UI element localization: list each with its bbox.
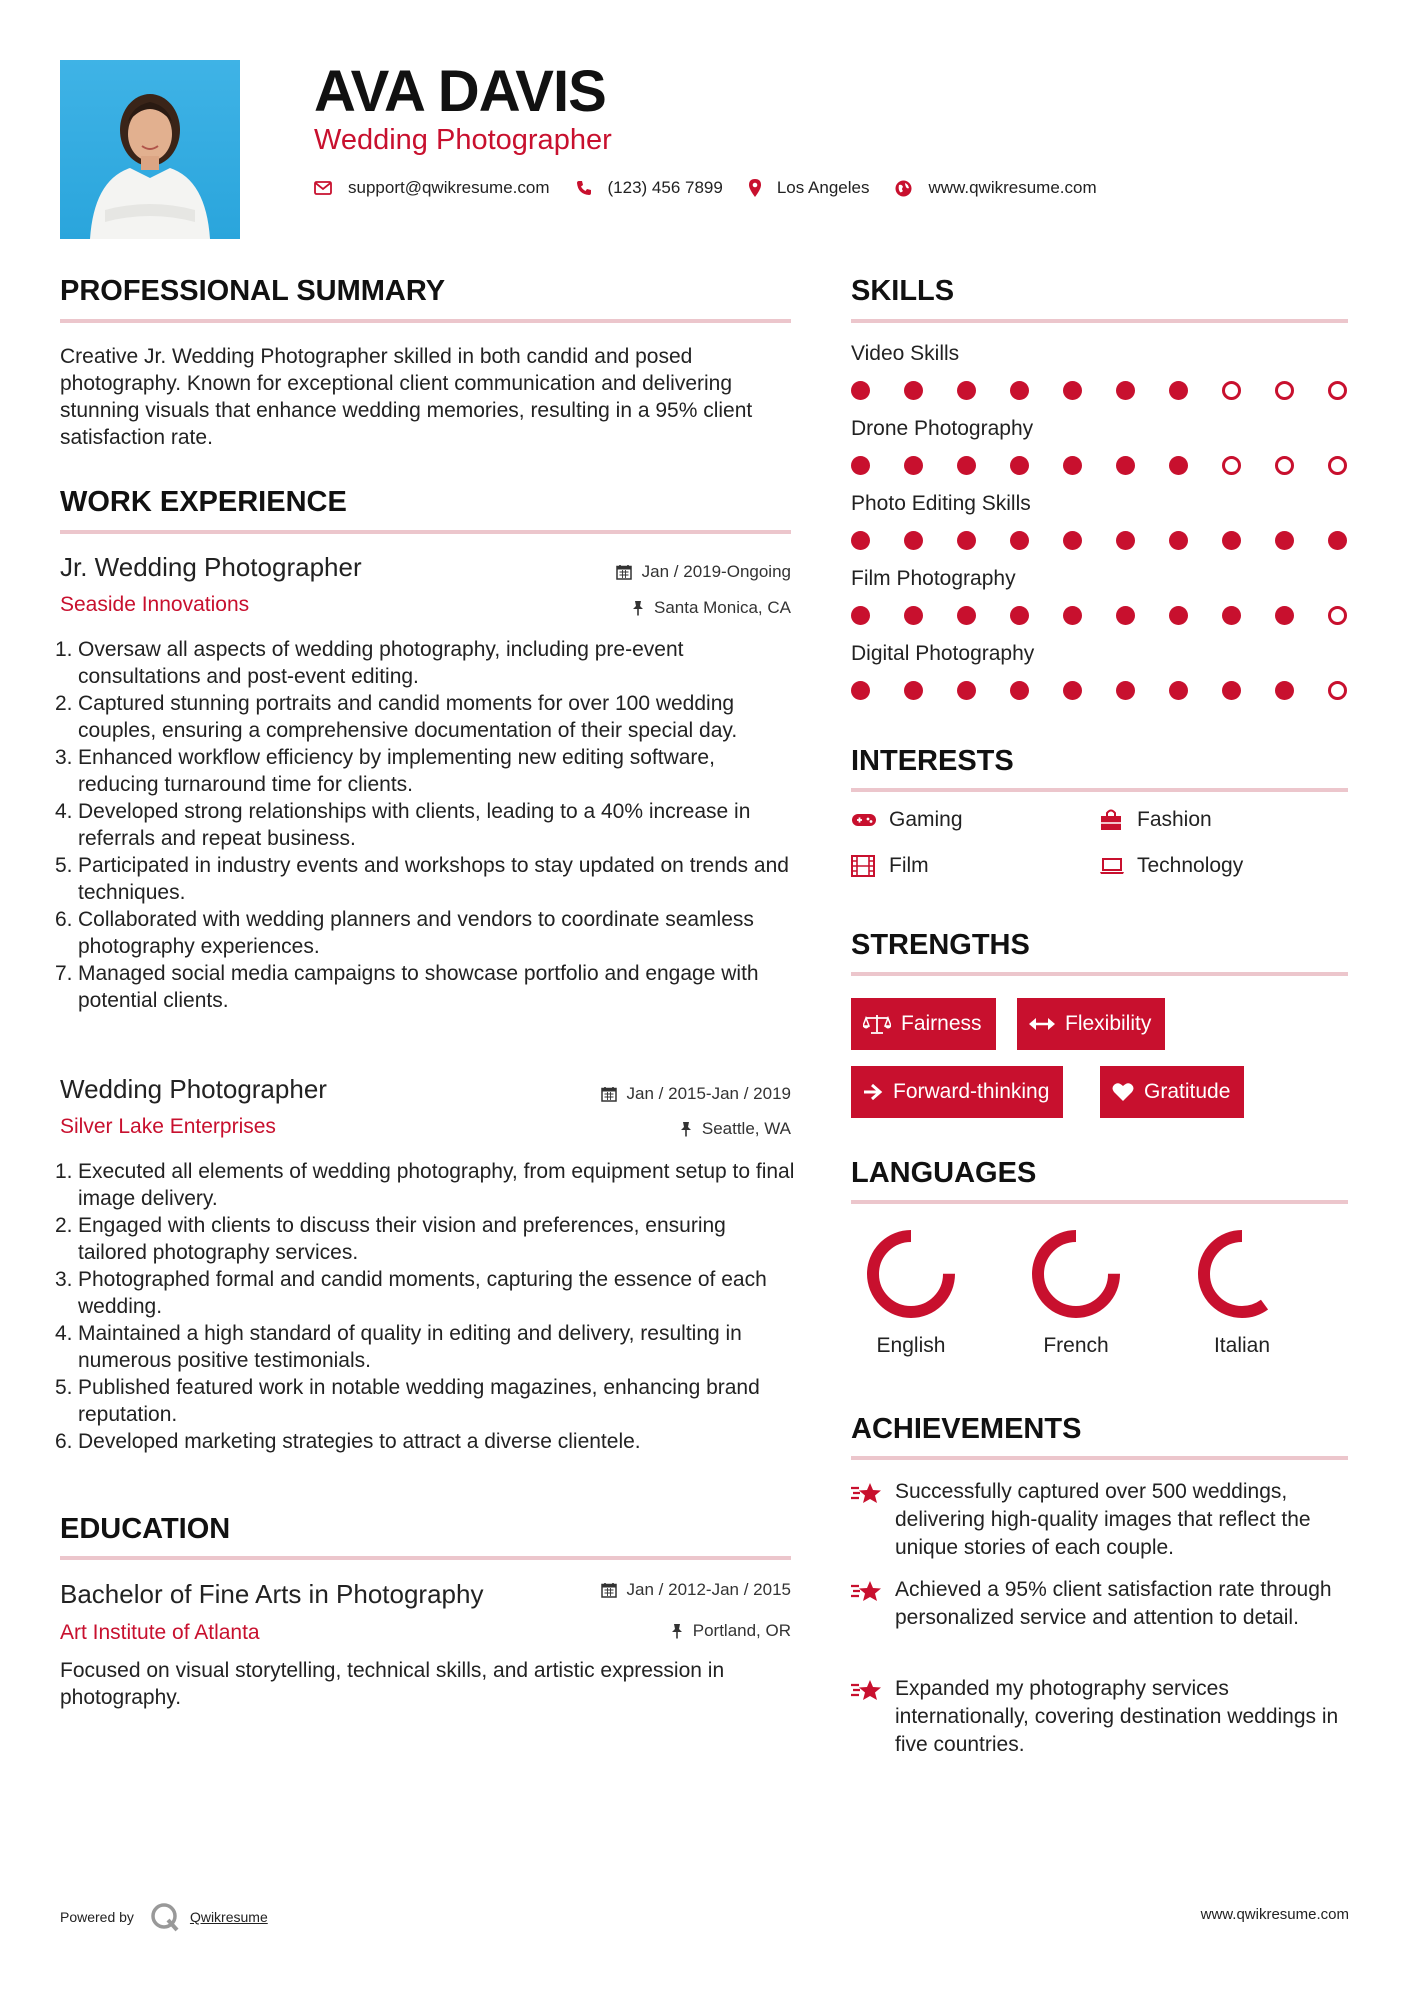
rating-dot-filled [1328,531,1347,550]
rating-dot-filled [1169,531,1188,550]
interests-heading: INTERESTS [851,745,1014,777]
arrows-horizontal-icon [1029,1017,1055,1031]
strength-label: Forward-thinking [893,1080,1050,1103]
contact-phone-text: (123) 456 7899 [607,178,723,197]
achievement-item [851,1675,1351,1759]
profile-photo [60,60,240,239]
skill-label: Photo Editing Skills [851,492,1031,515]
language-item [851,1224,971,1358]
education-description: Focused on visual storytelling, technical skills, and artistic expression in photography. [60,1659,725,1709]
rating-dot-filled [1169,456,1188,475]
rating-dot-filled [904,381,923,400]
rating-dot-filled [957,456,976,475]
pushpin-icon [632,600,644,616]
pushpin-icon [671,1623,683,1639]
skill-rating [851,681,1351,701]
skill-label: Video Skills [851,342,960,365]
rating-dot-filled [1169,606,1188,625]
rating-dot-filled [1116,606,1135,625]
rating-dot-filled [1116,681,1135,700]
job-company: Silver Lake Enterprises [60,1115,276,1138]
achievement-text: Expanded my photography services internationally, covering destination weddings in five countries. [895,1677,1339,1756]
achievements-heading: ACHIEVEMENTS [851,1413,1082,1445]
achievement-text: Successfully captured over 500 weddings, delivering high-quality images that reflect the unique stories of each couple. [895,1480,1311,1559]
powered-by-text: Powered by [60,1909,134,1925]
interest-label: Technology [1137,854,1244,877]
envelope-icon [314,181,332,195]
rating-dot-filled [957,681,976,700]
rating-dot-filled [1169,681,1188,700]
achievement-text: Achieved a 95% client satisfaction rate through personalized service and attention to detail. [895,1578,1332,1629]
job-location [680,1119,791,1139]
arrow-right-icon [863,1083,883,1101]
contact-website-text: www.qwikresume.com [928,178,1097,197]
degree-title: Bachelor of Fine Arts in Photography [60,1579,484,1609]
rating-dot-filled [1063,681,1082,700]
bullet-item: 2. Captured stunning portraits and candid moments for over 100 wedding couples, ensuring a comprehensive documentation of their special day. [55,692,738,742]
achievement-item [851,1478,1351,1562]
interest-film [851,854,929,878]
interest-fashion [1099,808,1212,832]
contact-email[interactable] [314,178,550,198]
candidate-name: AVA DAVIS [314,59,606,124]
strength-chip-forward-thinking [851,1066,1063,1118]
rating-dot-filled [1010,681,1029,700]
rating-dot-filled [1275,681,1294,700]
bullet-item: 1. Oversaw all aspects of wedding photography, including pre-event consultations and post-event editing. [55,638,684,688]
proficiency-ring [1192,1224,1292,1324]
rating-dot-filled [1116,531,1135,550]
strength-chip-gratitude [1100,1066,1244,1118]
rating-dot-filled [851,681,870,700]
interest-label: Fashion [1137,808,1212,831]
language-item [1182,1224,1302,1358]
rating-dot-filled [1063,531,1082,550]
skills-heading: SKILLS [851,275,955,307]
calendar-icon [601,1582,617,1598]
calendar-icon [616,564,632,580]
rating-dot-filled [1169,381,1188,400]
footer-website[interactable]: www.qwikresume.com [1200,1906,1349,1923]
strength-label: Flexibility [1065,1012,1152,1035]
education-dates [601,1580,791,1600]
language-item [1016,1224,1136,1358]
footer-brand-link[interactable]: Qwikresume [189,1909,268,1925]
contact-email-text: support@qwikresume.com [348,178,550,197]
summary-text: Creative Jr. Wedding Photographer skilled in both candid and posed photography. Known for exceptional client communication and delivering stunning visuals that enhance wedding memories, resulting in a 95% client satisfaction rate. [60,345,753,449]
rating-dot-filled [1222,531,1241,550]
rating-dot-filled [851,606,870,625]
bullet-item: 1. Executed all elements of wedding photography, from equipment setup to final image delivery. [55,1160,795,1210]
bullet-item: 4. Maintained a high standard of quality in editing and delivery, resulting in numerous positive testimonials. [55,1322,742,1372]
skill-label: Drone Photography [851,417,1034,440]
phone-icon [576,180,592,196]
rating-dot-filled [1010,381,1029,400]
language-name: English [876,1334,946,1357]
candidate-role: Wedding Photographer [314,124,612,156]
bullet-item: 3. Enhanced workflow efficiency by implementing new editing software, reducing turnaround time for clients. [55,746,715,796]
rating-dot-filled [1010,456,1029,475]
rating-dot-filled [851,531,870,550]
school-name: Art Institute of Atlanta [60,1621,260,1644]
contact-phone[interactable] [576,178,723,198]
proficiency-ring [861,1224,961,1324]
rating-dot-filled [1116,456,1135,475]
strength-chip-flexibility [1017,998,1165,1050]
education-divider [60,1556,791,1560]
contact-location-text: Los Angeles [776,178,870,197]
proficiency-arc [873,1236,949,1312]
contact-website[interactable] [895,178,1096,198]
language-name: French [1043,1334,1109,1357]
proficiency-ring [1026,1224,1126,1324]
skill-rating [851,531,1351,551]
rating-dot-filled [1010,606,1029,625]
job-location-text: Seattle, WA [701,1119,791,1138]
rating-dot-filled [1222,681,1241,700]
rating-dot-filled [851,456,870,475]
job-location [632,598,791,618]
contact-location [749,178,870,198]
rating-dot-filled [1275,531,1294,550]
rating-dot-filled [1116,381,1135,400]
strengths-heading: STRENGTHS [851,929,1030,961]
strength-chip-fairness [851,998,996,1050]
skills-divider [851,319,1348,323]
rating-dot-empty [1275,381,1294,400]
rating-dot-filled [904,681,923,700]
interest-label: Gaming [889,808,963,831]
balance-scale-icon [863,1013,891,1035]
skill-rating [851,606,1351,626]
rating-dot-filled [1222,606,1241,625]
rating-dot-filled [957,606,976,625]
education-heading: EDUCATION [60,1513,231,1545]
strengths-divider [851,972,1348,976]
interest-label: Film [889,854,929,877]
skill-rating [851,381,1351,401]
bullet-item: 2. Engaged with clients to discuss their vision and preferences, ensuring tailored photography services. [55,1214,726,1264]
bullet-item: 5. Published featured work in notable wedding magazines, enhancing brand reputation. [55,1376,760,1426]
achievements-divider [851,1456,1348,1460]
rating-dot-filled [851,381,870,400]
bullet-item: 7. Managed social media campaigns to showcase portfolio and engage with potential clients. [55,962,759,1012]
shopping-bag-icon [1099,809,1125,831]
pushpin-icon [680,1121,692,1137]
education-location [671,1621,791,1641]
rating-dot-empty [1328,681,1347,700]
footer-powered-by [60,1902,268,1932]
skill-label: Film Photography [851,567,1016,590]
rating-dot-filled [904,456,923,475]
job-company: Seaside Innovations [60,593,250,616]
education-dates-text: Jan / 2012-Jan / 2015 [626,1580,791,1599]
job-title: Jr. Wedding Photographer [60,552,362,582]
job-dates [601,1084,791,1104]
globe-icon [895,180,912,197]
rating-dot-empty [1328,381,1347,400]
skill-label: Digital Photography [851,642,1035,665]
strength-label: Gratitude [1144,1080,1231,1103]
calendar-icon [601,1086,617,1102]
shooting-star-icon [851,1478,895,1562]
bullet-item: 3. Photographed formal and candid moments, capturing the essence of each wedding. [55,1268,767,1318]
summary-divider [60,319,791,323]
rating-dot-empty [1222,381,1241,400]
language-name: Italian [1213,1334,1271,1357]
rating-dot-empty [1328,606,1347,625]
shooting-star-icon [851,1675,895,1759]
job-title: Wedding Photographer [60,1074,327,1104]
education-location-text: Portland, OR [692,1621,791,1640]
rating-dot-filled [957,531,976,550]
film-icon [851,855,877,877]
rating-dot-filled [957,381,976,400]
laptop-icon [1099,857,1125,875]
proficiency-arc [1038,1236,1114,1312]
summary-heading: PROFESSIONAL SUMMARY [60,275,446,307]
rating-dot-filled [1010,531,1029,550]
interest-technology [1099,854,1243,878]
rating-dot-filled [1063,381,1082,400]
job-bullets [55,1158,800,1455]
gamepad-icon [851,812,877,828]
qwikresume-logo-icon [150,1902,180,1932]
proficiency-arc [1204,1236,1280,1312]
experience-heading: WORK EXPERIENCE [60,486,347,518]
bullet-item: 6. Developed marketing strategies to attract a diverse clientele. [55,1430,641,1453]
bullet-item: 5. Participated in industry events and workshops to stay updated on trends and techniques. [55,854,789,904]
rating-dot-filled [1063,456,1082,475]
rating-dot-filled [1063,606,1082,625]
shooting-star-icon [851,1576,895,1632]
map-marker-icon [749,179,761,197]
strength-label: Fairness [901,1012,982,1035]
bullet-item: 4. Developed strong relationships with clients, leading to a 40% increase in referrals and repeat business. [55,800,751,850]
rating-dot-filled [1275,606,1294,625]
achievement-item [851,1576,1351,1632]
job-dates-text: Jan / 2015-Jan / 2019 [626,1084,791,1103]
skill-rating [851,456,1351,476]
rating-dot-empty [1275,456,1294,475]
languages-heading: LANGUAGES [851,1157,1037,1189]
contact-bar [314,178,1123,198]
rating-dot-filled [904,606,923,625]
job-dates [616,562,791,582]
rating-dot-filled [904,531,923,550]
rating-dot-empty [1222,456,1241,475]
experience-divider [60,530,791,534]
job-dates-text: Jan / 2019-Ongoing [641,562,791,581]
interest-gaming [851,808,963,832]
languages-divider [851,1200,1348,1204]
job-bullets [55,636,800,1014]
interests-divider [851,788,1348,792]
bullet-item: 6. Collaborated with wedding planners and vendors to coordinate seamless photography experiences. [55,908,754,958]
rating-dot-empty [1328,456,1347,475]
job-location-text: Santa Monica, CA [653,598,791,617]
heart-icon [1112,1082,1134,1102]
